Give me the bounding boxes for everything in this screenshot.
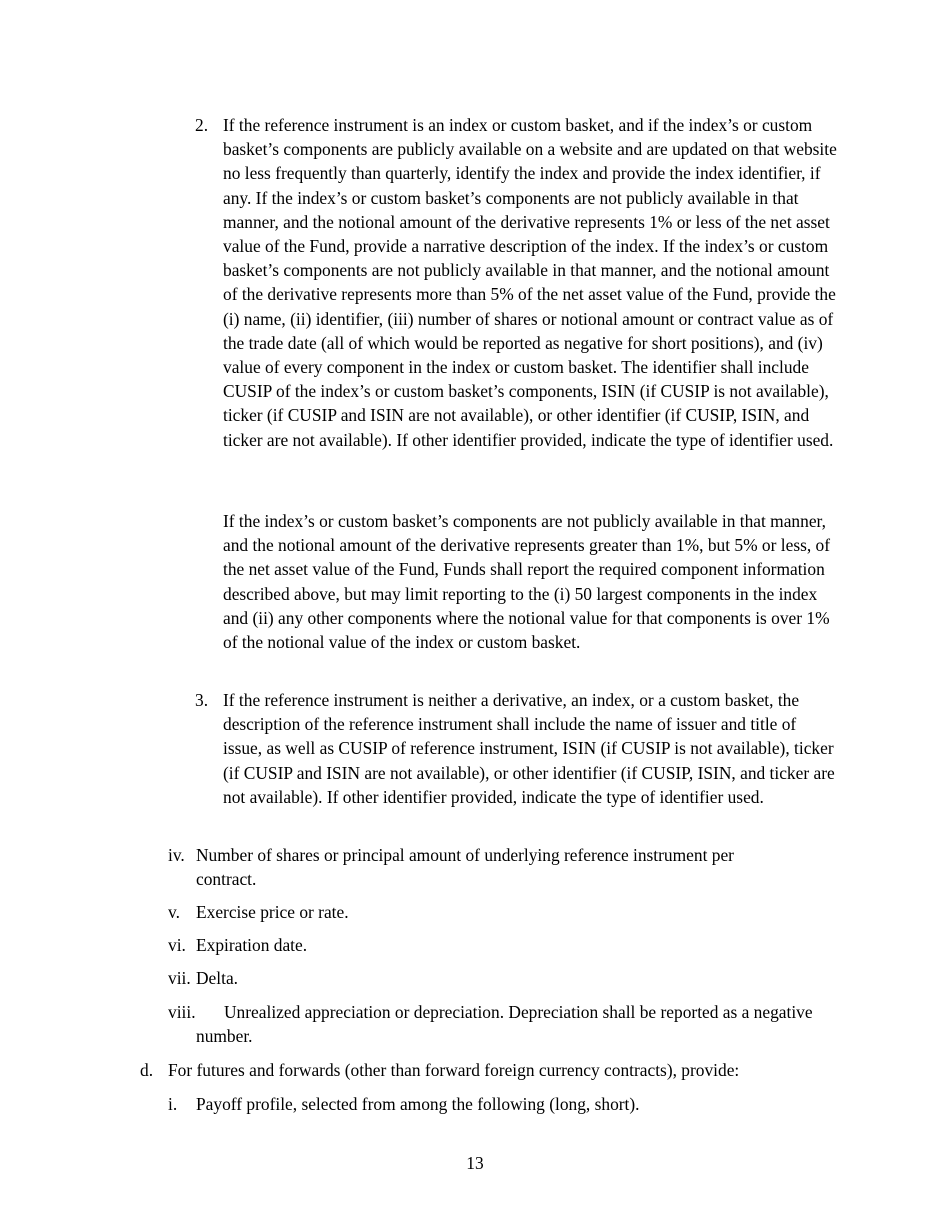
paragraph: Unrealized appreciation or depreciation. Depreciation shall be reported as a negative number. xyxy=(196,1002,813,1047)
paragraph: For futures and forwards (other than forward foreign currency contracts), provide: xyxy=(168,1060,740,1080)
paragraph: Expiration date. xyxy=(196,935,308,955)
paragraph: Number of shares or principal amount of underlying reference instrument per contract. xyxy=(196,845,734,890)
list-marker: 2. xyxy=(195,115,209,135)
list-marker: 3. xyxy=(195,690,209,710)
list-marker: i. xyxy=(168,1094,178,1114)
paragraph: Delta. xyxy=(196,968,239,988)
paragraph-continuation: If the index’s or custom basket’s components are not publicly available in that manner, and the notional amount of the derivative represents greater than 1%, but 5% or less, of the net asset value of the Fund, Funds shall report the required component information described above, but may limit reporting to the (i) 50 largest components in the index and (ii) any other components where the notional value for that components is over 1% of the notional value of the index or custom basket. xyxy=(223,511,831,653)
paragraph: If the reference instrument is neither a derivative, an index, or a custom basket, the description of the reference instrument shall include the name of issuer and title of issue, as well as CUSIP of reference instrument, ISIN (if CUSIP is not available), ticker (if CUSIP and ISIN are not available), or other identifier (if CUSIP, ISIN, and ticker are not available). If other identifier provided, indicate the type of identifier used. xyxy=(223,690,835,807)
list-marker: vi. xyxy=(168,935,186,955)
list-marker: vii. xyxy=(168,968,191,988)
list-marker: iv. xyxy=(168,845,185,865)
paragraph: Exercise price or rate. xyxy=(196,902,349,922)
page-number: 13 xyxy=(466,1153,484,1173)
list-marker: d. xyxy=(140,1060,154,1080)
paragraph: If the reference instrument is an index or custom basket, and if the index’s or custom basket’s components are publicly available on a website and are updated on that website no less frequently than quarterly, identify the index and provide the index identifier, if any. If the index’s or custom basket’s components are not publicly available in that manner, and the notional amount of the derivative represents 1% or less of the net asset value of the Fund, provide a narrative description of the index. If the index’s or custom basket’s components are not publicly available in that manner, and the notional amount of the derivative represents more than 5% of the net asset value of the Fund, provide the (i) name, (ii) identifier, (iii) number of shares or notional amount or contract value as of the trade date (all of which would be reported as negative for short positions), and (iv) value of every component in the index or custom basket. The identifier shall include CUSIP of the index’s or custom basket’s components, ISIN (if CUSIP is not available), ticker (if CUSIP and ISIN are not available), or other identifier (if CUSIP, ISIN, and ticker are not available). If other identifier provided, indicate the type of identifier used. xyxy=(223,115,837,450)
list-marker: viii. xyxy=(168,1002,196,1022)
list-marker: v. xyxy=(168,902,180,922)
paragraph: Payoff profile, selected from among the following (long, short). xyxy=(196,1094,640,1114)
